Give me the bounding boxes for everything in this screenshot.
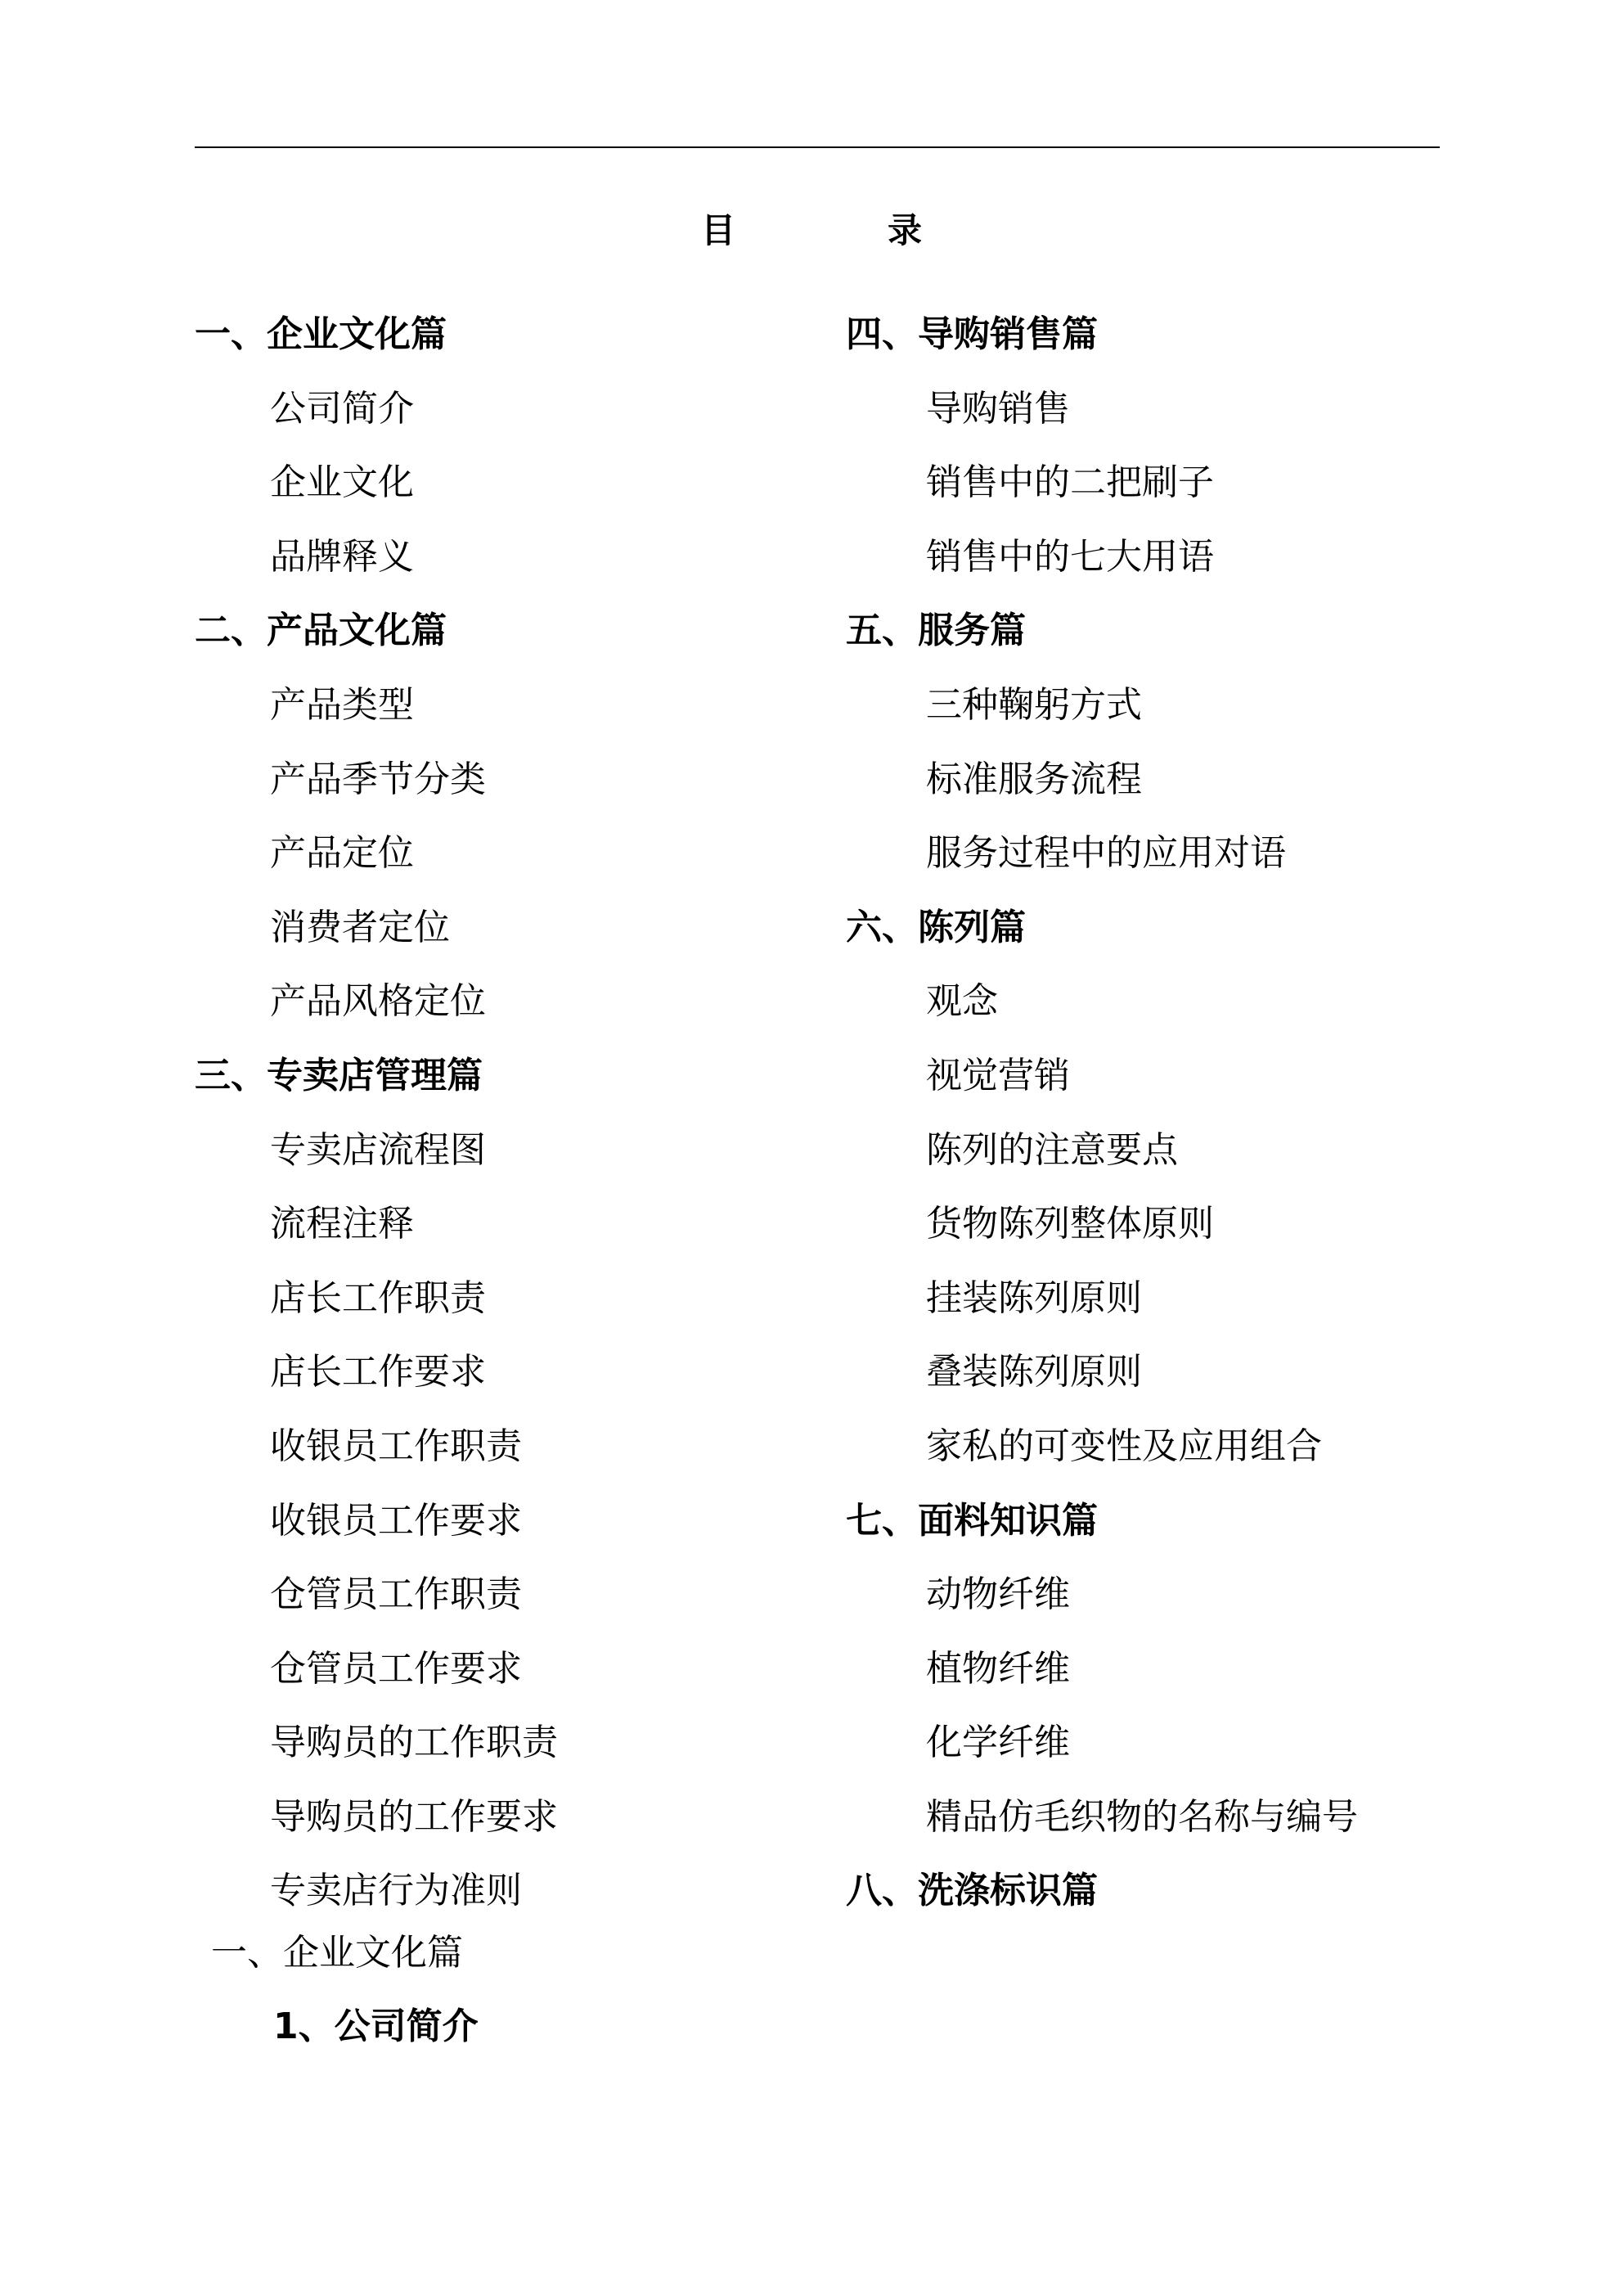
toc-item: 挂装陈列原则 [926,1276,1142,1319]
toc-item: 导购员的工作职责 [270,1722,558,1764]
header-rule [195,146,1440,148]
toc-item: 服务过程中的应用对语 [926,832,1286,875]
toc-item: 货物陈列整体原则 [926,1203,1214,1245]
toc-item: 精品仿毛织物的名称与编号 [926,1795,1358,1838]
toc-item: 企业文化 [270,461,414,504]
toc-item: 收银员工作要求 [270,1499,522,1542]
toc-item: 产品定位 [270,832,414,875]
toc-item: 专卖店流程图 [270,1128,486,1171]
toc-section-heading: 三、专卖店管理篇 [195,1054,483,1096]
toc-item: 产品季节分类 [270,758,486,800]
toc-left-column [195,313,849,1943]
toc-item: 导购员的工作要求 [270,1795,558,1838]
toc-item: 观念 [926,980,998,1023]
toc-item: 产品风格定位 [270,980,486,1023]
toc-item: 化学纤维 [926,1722,1070,1764]
toc-right-column [846,313,1500,1943]
toc-item: 家私的可变性及应用组合 [926,1425,1322,1467]
toc-section-heading: 六、陈列篇 [846,906,1026,948]
toc-item: 专卖店行为准则 [270,1870,522,1912]
body-section-heading: 一、企业文化篇 [211,1932,463,1974]
toc-item: 仓管员工作职责 [270,1573,522,1616]
toc-item: 叠装陈列原则 [926,1351,1142,1393]
toc-item: 仓管员工作要求 [270,1647,522,1690]
toc-section-heading: 七、面料知识篇 [846,1499,1098,1542]
toc-item: 产品类型 [270,683,414,726]
toc-item: 店长工作要求 [270,1351,486,1393]
toc-item: 流程注释 [270,1203,414,1245]
toc-item: 三种鞠躬方式 [926,683,1142,726]
toc-item: 消费者定位 [270,906,450,948]
toc-section-heading: 二、产品文化篇 [195,610,447,652]
toc-item: 植物纤维 [926,1647,1070,1690]
toc-item: 店长工作职责 [270,1276,486,1319]
body-subsection-heading: 1、公司简介 [273,2006,479,2047]
toc-item: 导购销售 [926,387,1070,430]
toc-section-heading: 四、导购销售篇 [846,313,1098,355]
toc-section-heading: 八、洗涤标识篇 [846,1870,1098,1912]
toc-title: 目 录 [700,210,981,250]
toc-item: 陈列的注意要点 [926,1128,1178,1171]
toc-item: 销售中的七大用语 [926,535,1214,578]
toc-item: 销售中的二把刷子 [926,461,1214,504]
toc-section-heading: 一、企业文化篇 [195,313,447,355]
toc-section-heading: 五、服务篇 [846,610,1026,652]
toc-item: 标准服务流程 [926,758,1142,800]
toc-item: 视觉营销 [926,1054,1070,1096]
toc-item: 品牌释义 [270,535,414,578]
toc-item: 收银员工作职责 [270,1425,522,1467]
toc-item: 公司简介 [270,387,414,430]
toc-item: 动物纤维 [926,1573,1070,1616]
